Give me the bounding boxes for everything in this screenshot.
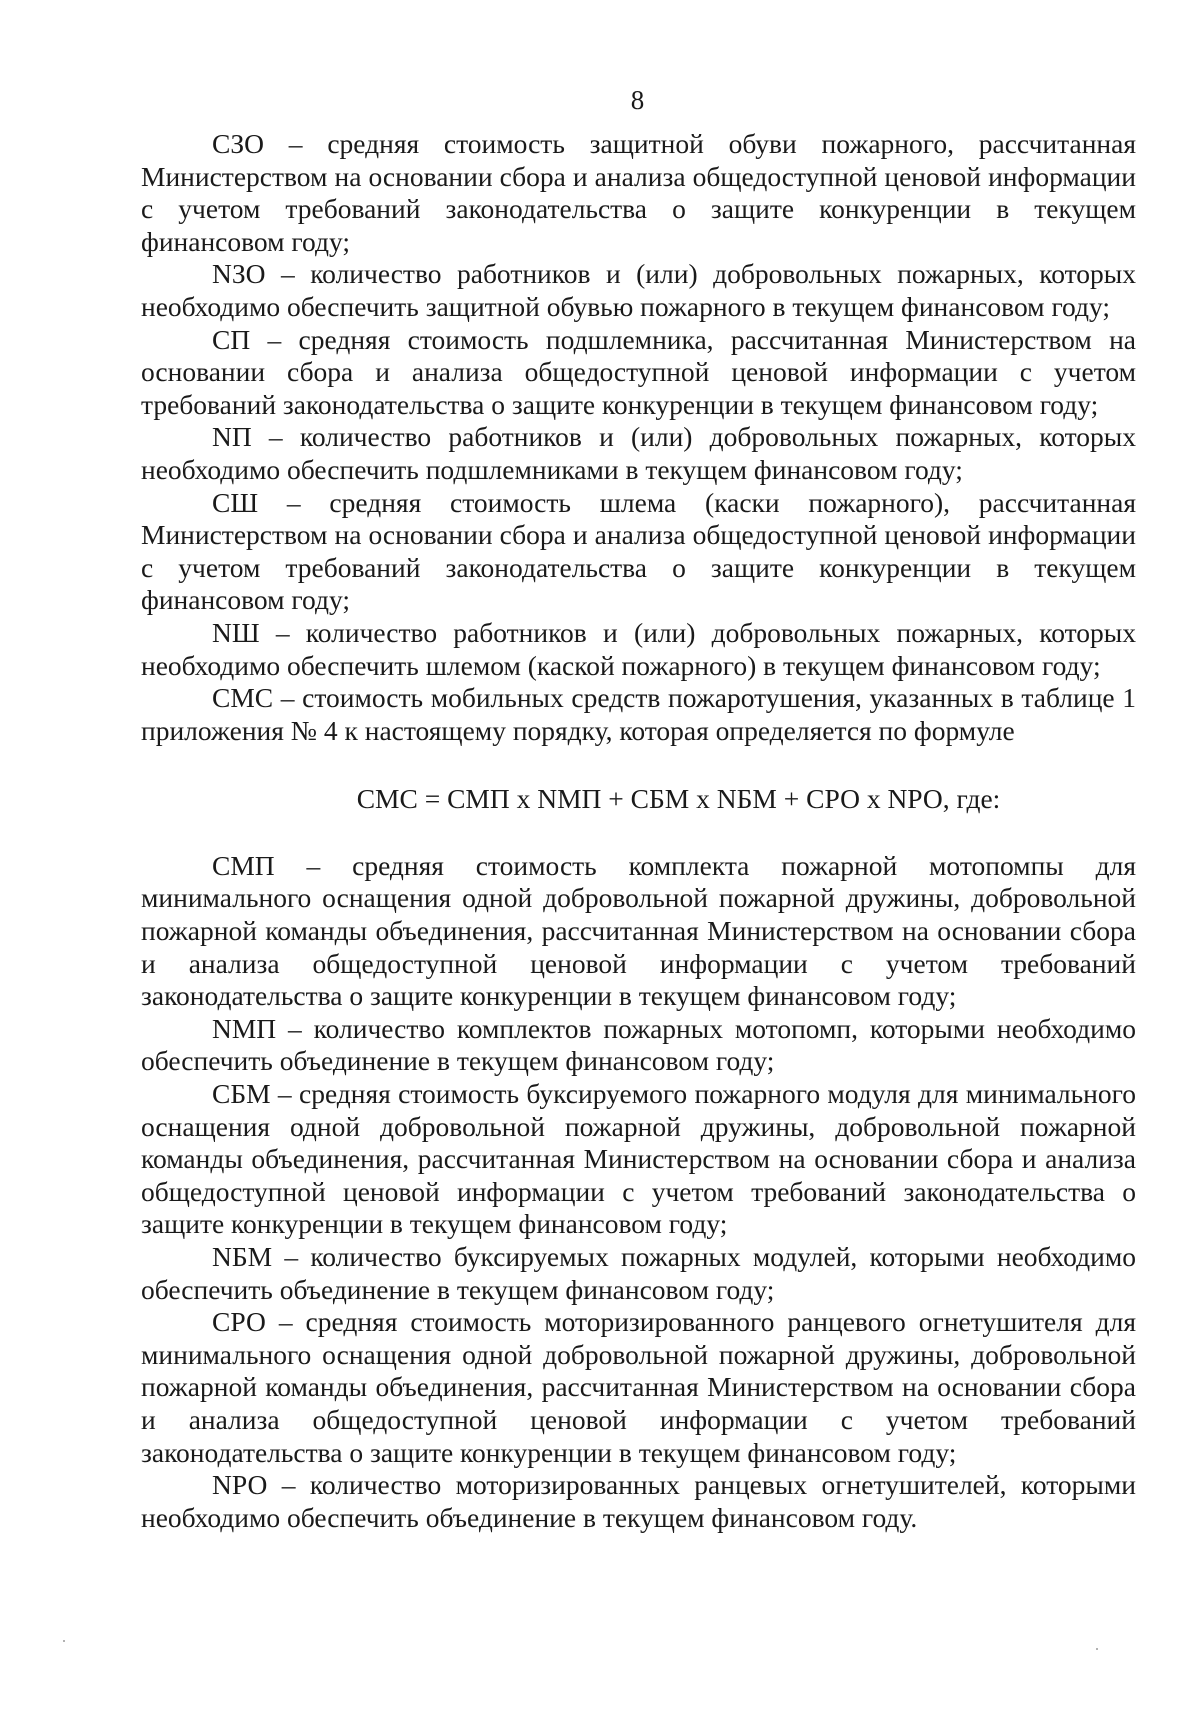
paragraph-ssh: СШ – средняя стоимость шлема (каски пожарного), рассчитанная Министерством на основании сбора и анализа общедоступной ценовой информации с учетом требований законодательства о защите конкуренции в текущем финансовом году; (141, 486, 1136, 616)
paragraph-nsh: NШ – количество работников и (или) добровольных пожарных, которых необходимо обеспечить шлемом (каской пожарного) в текущем финансовом году; (141, 616, 1136, 681)
paragraph-sms: СМС – стоимость мобильных средств пожаротушения, указанных в таблице 1 приложения № 4 к настоящему порядку, которая определяется по формуле (141, 682, 1136, 746)
page-number: 8 (630, 85, 645, 115)
paragraph-smp: СМП – средняя стоимость комплекта пожарной мотопомпы для минимального оснащения одной добровольной пожарной дружины, добровольной пожарной команды объединения, рассчитанная Министерством на основании сбора и анализа общедоступной ценовой информации с учетом требований законодательства о защите конкуренции в текущем финансовом году; (141, 849, 1136, 1012)
paragraph-nbm: NБМ – количество буксируемых пожарных модулей, которыми необходимо обеспечить объединение в текущем финансовом году; (141, 1241, 1136, 1305)
scan-speck (1096, 1648, 1098, 1650)
paragraph-nro: NРО – количество моторизированных ранцевых огнетушителей, которыми необходимо обеспечить объединение в текущем финансовом году. (141, 1469, 1136, 1533)
paragraph-szo: СЗО – средняя стоимость защитной обуви пожарного, рассчитанная Министерством на основании сбора и анализа общедоступной ценовой информации с учетом требований законодательства о защите конкуренции в текущем финансовом году; (141, 128, 1136, 257)
paragraph-sro: СРО – средняя стоимость моторизированного ранцевого огнетушителя для минимального оснащения одной добровольной пожарной дружины, добровольной пожарной команды объединения, рассчитанная Министерством на основании сбора и анализа общедоступной ценовой информации с учетом требований законодательства о защите конкуренции в текущем финансовом году; (141, 1306, 1136, 1468)
paragraph-nzo: NЗО – количество работников и (или) добровольных пожарных, которых необходимо обеспечить защитной обувью пожарного в текущем финансовом году; (141, 258, 1136, 322)
paragraph-sbm: СБМ – средняя стоимость буксируемого пожарного модуля для минимального оснащения одной добровольной пожарной дружины, добровольной пожарной команды объединения, рассчитанная Министерством на основании сбора и анализа общедоступной ценовой информации с учетом требований законодательства о защите конкуренции в текущем финансовом году; (141, 1078, 1136, 1240)
paragraph-np: NП – количество работников и (или) добровольных пожарных, которых необходимо обеспечить подшлемниками в текущем финансовом году; (141, 421, 1136, 485)
document-body (141, 128, 1136, 1534)
paragraph-sp: СП – средняя стоимость подшлемника, рассчитанная Министерством на основании сбора и анализа общедоступной ценовой информации с учетом требований законодательства о защите конкуренции в текущем финансовом году; (141, 323, 1136, 420)
scan-speck (63, 1640, 65, 1642)
formula: СМС = СМП х NМП + СБМ х NБМ + СРО х NРО, где: (356, 783, 1001, 815)
paragraph-nmp: NМП – количество комплектов пожарных мотопомп, которыми необходимо обеспечить объединение в текущем финансовом году; (141, 1012, 1136, 1077)
